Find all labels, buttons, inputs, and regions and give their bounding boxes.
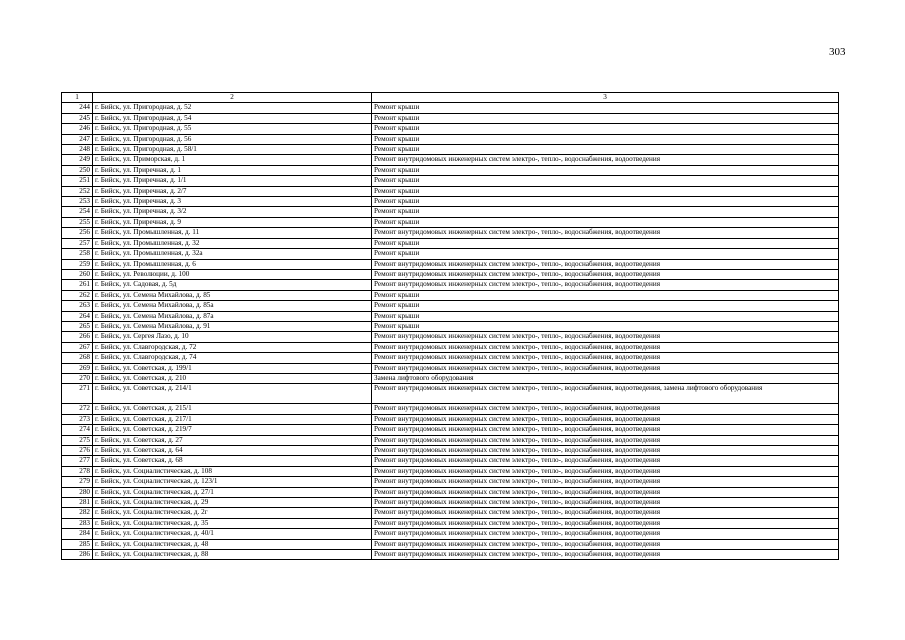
table-row (62, 103, 839, 113)
row-address: г. Бийск, ул. Советская, д. 199/1 (93, 363, 372, 373)
table-row (62, 207, 839, 217)
row-address: г. Бийск, ул. Революции, д. 100 (93, 269, 372, 279)
table-row (62, 155, 839, 165)
row-address: г. Бийск, ул. Советская, д. 64 (93, 446, 372, 456)
row-number: 272 (62, 404, 93, 414)
column-header-3: 3 (372, 93, 839, 103)
table-row (62, 508, 839, 518)
row-number: 278 (62, 466, 93, 476)
row-address: г. Бийск, ул. Советская, д. 68 (93, 456, 372, 466)
row-number: 269 (62, 363, 93, 373)
row-address: г. Бийск, ул. Социалистическая, д. 2г (93, 508, 372, 518)
row-address: г. Бийск, ул. Советская, д. 215/1 (93, 404, 372, 414)
row-work-type: Ремонт внутридомовых инженерных систем электро-, тепло-, водоснабжения, водоотведения (372, 228, 839, 238)
row-address: г. Бийск, ул. Приречная, д. 9 (93, 217, 372, 227)
row-address: г. Бийск, ул. Пригородная, д. 56 (93, 134, 372, 144)
row-number: 256 (62, 228, 93, 238)
table-row (62, 477, 839, 487)
row-number: 263 (62, 301, 93, 311)
row-number: 286 (62, 550, 93, 560)
row-number: 284 (62, 529, 93, 539)
row-number: 281 (62, 498, 93, 508)
row-number: 255 (62, 217, 93, 227)
table-row (62, 186, 839, 196)
row-number: 244 (62, 103, 93, 113)
row-number: 247 (62, 134, 93, 144)
row-work-type: Ремонт крыши (372, 249, 839, 259)
row-work-type: Ремонт внутридомовых инженерных систем электро-, тепло-, водоснабжения, водоотведения (372, 269, 839, 279)
row-work-type: Ремонт внутридомовых инженерных систем электро-, тепло-, водоснабжения, водоотведения (372, 342, 839, 352)
table-row (62, 197, 839, 207)
row-number: 257 (62, 238, 93, 248)
row-address: г. Бийск, ул. Советская, д. 214/1 (93, 384, 372, 404)
table-header-row (62, 93, 839, 103)
row-address: г. Бийск, ул. Семена Михайлова, д. 85 (93, 290, 372, 300)
row-number: 273 (62, 414, 93, 424)
page-number: 303 (829, 46, 846, 58)
address-work-table (61, 92, 839, 560)
table-row (62, 124, 839, 134)
row-work-type: Ремонт внутридомовых инженерных систем электро-, тепло-, водоснабжения, водоотведения (372, 435, 839, 445)
row-address: г. Бийск, ул. Промышленная, д. 32 (93, 238, 372, 248)
row-work-type: Ремонт внутридомовых инженерных систем электро-, тепло-, водоснабжения, водоотведения (372, 508, 839, 518)
table-row (62, 228, 839, 238)
row-number: 275 (62, 435, 93, 445)
row-work-type: Ремонт внутридомовых инженерных систем электро-, тепло-, водоснабжения, водоотведения (372, 518, 839, 528)
row-work-type: Ремонт крыши (372, 103, 839, 113)
column-header-1: 1 (62, 93, 93, 103)
table-row (62, 259, 839, 269)
row-work-type: Ремонт внутридомовых инженерных систем электро-, тепло-, водоснабжения, водоотведения (372, 529, 839, 539)
row-work-type: Ремонт крыши (372, 124, 839, 134)
table-row (62, 332, 839, 342)
row-address: г. Бийск, ул. Социалистическая, д. 48 (93, 539, 372, 549)
table-row (62, 550, 839, 560)
row-work-type: Замена лифтового оборудования (372, 373, 839, 383)
table-row (62, 217, 839, 227)
row-work-type: Ремонт внутридомовых инженерных систем электро-, тепло-, водоснабжения, водоотведения (372, 404, 839, 414)
row-work-type: Ремонт крыши (372, 176, 839, 186)
row-number: 259 (62, 259, 93, 269)
row-number: 265 (62, 321, 93, 331)
row-address: г. Бийск, ул. Приречная, д. 1/1 (93, 176, 372, 186)
row-number: 277 (62, 456, 93, 466)
row-work-type: Ремонт внутридомовых инженерных систем электро-, тепло-, водоснабжения, водоотведения (372, 155, 839, 165)
row-work-type: Ремонт крыши (372, 321, 839, 331)
row-address: г. Бийск, ул. Славгородская, д. 74 (93, 353, 372, 363)
row-address: г. Бийск, ул. Приречная, д. 1 (93, 165, 372, 175)
row-address: г. Бийск, ул. Пригородная, д. 54 (93, 113, 372, 123)
row-number: 253 (62, 197, 93, 207)
table-row (62, 176, 839, 186)
row-number: 285 (62, 539, 93, 549)
column-header-2: 2 (93, 93, 372, 103)
row-address: г. Бийск, ул. Пригородная, д. 52 (93, 103, 372, 113)
table-row (62, 446, 839, 456)
row-address: г. Бийск, ул. Советская, д. 219/7 (93, 425, 372, 435)
table-row (62, 518, 839, 528)
row-address: г. Бийск, ул. Садовая, д. 5д (93, 280, 372, 290)
table-row (62, 373, 839, 383)
row-work-type: Ремонт крыши (372, 165, 839, 175)
row-address: г. Бийск, ул. Семена Михайлова, д. 91 (93, 321, 372, 331)
row-work-type: Ремонт крыши (372, 311, 839, 321)
row-work-type: Ремонт внутридомовых инженерных систем электро-, тепло-, водоснабжения, водоотведения (372, 539, 839, 549)
table-row (62, 342, 839, 352)
row-work-type: Ремонт внутридомовых инженерных систем электро-, тепло-, водоснабжения, водоотведения (372, 477, 839, 487)
row-work-type: Ремонт крыши (372, 113, 839, 123)
row-number: 254 (62, 207, 93, 217)
row-number: 283 (62, 518, 93, 528)
row-address: г. Бийск, ул. Социалистическая, д. 40/1 (93, 529, 372, 539)
row-work-type: Ремонт внутридомовых инженерных систем электро-, тепло-, водоснабжения, водоотведения (372, 332, 839, 342)
row-address: г. Бийск, ул. Социалистическая, д. 29 (93, 498, 372, 508)
row-address: г. Бийск, ул. Промышленная, д. 11 (93, 228, 372, 238)
row-work-type: Ремонт внутридомовых инженерных систем электро-, тепло-, водоснабжения, водоотведения (372, 425, 839, 435)
row-address: г. Бийск, ул. Промышленная, д. 6 (93, 259, 372, 269)
row-address: г. Бийск, ул. Семена Михайлова, д. 87а (93, 311, 372, 321)
row-address: г. Бийск, ул. Приречная, д. 3/2 (93, 207, 372, 217)
row-work-type: Ремонт крыши (372, 145, 839, 155)
row-number: 251 (62, 176, 93, 186)
table-row (62, 425, 839, 435)
row-address: г. Бийск, ул. Приречная, д. 2/7 (93, 186, 372, 196)
row-address: г. Бийск, ул. Социалистическая, д. 35 (93, 518, 372, 528)
row-number: 267 (62, 342, 93, 352)
row-work-type: Ремонт внутридомовых инженерных систем электро-, тепло-, водоснабжения, водоотведения, замена лифтового оборудования (372, 384, 839, 404)
row-address: г. Бийск, ул. Славгородская, д. 72 (93, 342, 372, 352)
row-number: 260 (62, 269, 93, 279)
row-number: 266 (62, 332, 93, 342)
row-work-type: Ремонт крыши (372, 207, 839, 217)
row-address: г. Бийск, ул. Приморская, д. 1 (93, 155, 372, 165)
table-row (62, 238, 839, 248)
row-number: 264 (62, 311, 93, 321)
row-work-type: Ремонт внутридомовых инженерных систем электро-, тепло-, водоснабжения, водоотведения (372, 498, 839, 508)
row-work-type: Ремонт внутридомовых инженерных систем электро-, тепло-, водоснабжения, водоотведения (372, 280, 839, 290)
row-work-type: Ремонт внутридомовых инженерных систем электро-, тепло-, водоснабжения, водоотведения (372, 466, 839, 476)
table-row (62, 529, 839, 539)
row-address: г. Бийск, ул. Советская, д. 217/1 (93, 414, 372, 424)
row-address: г. Бийск, ул. Пригородная, д. 55 (93, 124, 372, 134)
row-number: 248 (62, 145, 93, 155)
row-work-type: Ремонт крыши (372, 134, 839, 144)
row-work-type: Ремонт внутридомовых инженерных систем электро-, тепло-, водоснабжения, водоотведения (372, 259, 839, 269)
row-work-type: Ремонт крыши (372, 301, 839, 311)
row-address: г. Бийск, ул. Промышленная, д. 32а (93, 249, 372, 259)
row-work-type: Ремонт внутридомовых инженерных систем электро-, тепло-, водоснабжения, водоотведения (372, 363, 839, 373)
row-address: г. Бийск, ул. Сергея Лазо, д. 10 (93, 332, 372, 342)
row-work-type: Ремонт крыши (372, 186, 839, 196)
row-number: 252 (62, 186, 93, 196)
row-address: г. Бийск, ул. Социалистическая, д. 27/1 (93, 487, 372, 497)
table-row (62, 456, 839, 466)
table-row (62, 280, 839, 290)
table-row (62, 363, 839, 373)
table-row (62, 165, 839, 175)
row-work-type: Ремонт внутридомовых инженерных систем электро-, тепло-, водоснабжения, водоотведения (372, 550, 839, 560)
row-number: 245 (62, 113, 93, 123)
row-work-type: Ремонт крыши (372, 290, 839, 300)
row-work-type: Ремонт внутридомовых инженерных систем электро-, тепло-, водоснабжения, водоотведения (372, 446, 839, 456)
row-number: 271 (62, 384, 93, 404)
row-address: г. Бийск, ул. Социалистическая, д. 108 (93, 466, 372, 476)
table-row (62, 539, 839, 549)
table-row (62, 290, 839, 300)
row-address: г. Бийск, ул. Социалистическая, д. 88 (93, 550, 372, 560)
row-work-type: Ремонт внутридомовых инженерных систем электро-, тепло-, водоснабжения, водоотведения (372, 487, 839, 497)
row-number: 280 (62, 487, 93, 497)
row-number: 258 (62, 249, 93, 259)
row-work-type: Ремонт внутридомовых инженерных систем электро-, тепло-, водоснабжения, водоотведения (372, 353, 839, 363)
table-row (62, 301, 839, 311)
row-address: г. Бийск, ул. Пригородная, д. 58/1 (93, 145, 372, 155)
row-work-type: Ремонт крыши (372, 197, 839, 207)
table-row (62, 466, 839, 476)
table-row (62, 321, 839, 331)
row-work-type: Ремонт внутридомовых инженерных систем электро-, тепло-, водоснабжения, водоотведения (372, 456, 839, 466)
table-row (62, 435, 839, 445)
row-address: г. Бийск, ул. Советская, д. 210 (93, 373, 372, 383)
row-work-type: Ремонт крыши (372, 238, 839, 248)
row-address: г. Бийск, ул. Семена Михайлова, д. 85а (93, 301, 372, 311)
row-address: г. Бийск, ул. Социалистическая, д. 123/1 (93, 477, 372, 487)
row-number: 250 (62, 165, 93, 175)
row-number: 279 (62, 477, 93, 487)
table-row (62, 414, 839, 424)
table-row (62, 145, 839, 155)
table-row (62, 113, 839, 123)
table-row (62, 498, 839, 508)
row-address: г. Бийск, ул. Приречная, д. 3 (93, 197, 372, 207)
table-row (62, 311, 839, 321)
row-address: г. Бийск, ул. Советская, д. 27 (93, 435, 372, 445)
row-number: 249 (62, 155, 93, 165)
row-number: 274 (62, 425, 93, 435)
row-number: 276 (62, 446, 93, 456)
row-number: 246 (62, 124, 93, 134)
table-row (62, 269, 839, 279)
row-number: 262 (62, 290, 93, 300)
row-work-type: Ремонт внутридомовых инженерных систем электро-, тепло-, водоснабжения, водоотведения (372, 414, 839, 424)
table-row (62, 249, 839, 259)
table-row (62, 404, 839, 414)
row-number: 261 (62, 280, 93, 290)
row-number: 282 (62, 508, 93, 518)
row-number: 268 (62, 353, 93, 363)
table-row (62, 384, 839, 404)
table-row (62, 134, 839, 144)
row-number: 270 (62, 373, 93, 383)
row-work-type: Ремонт крыши (372, 217, 839, 227)
table-row (62, 353, 839, 363)
table-row (62, 487, 839, 497)
